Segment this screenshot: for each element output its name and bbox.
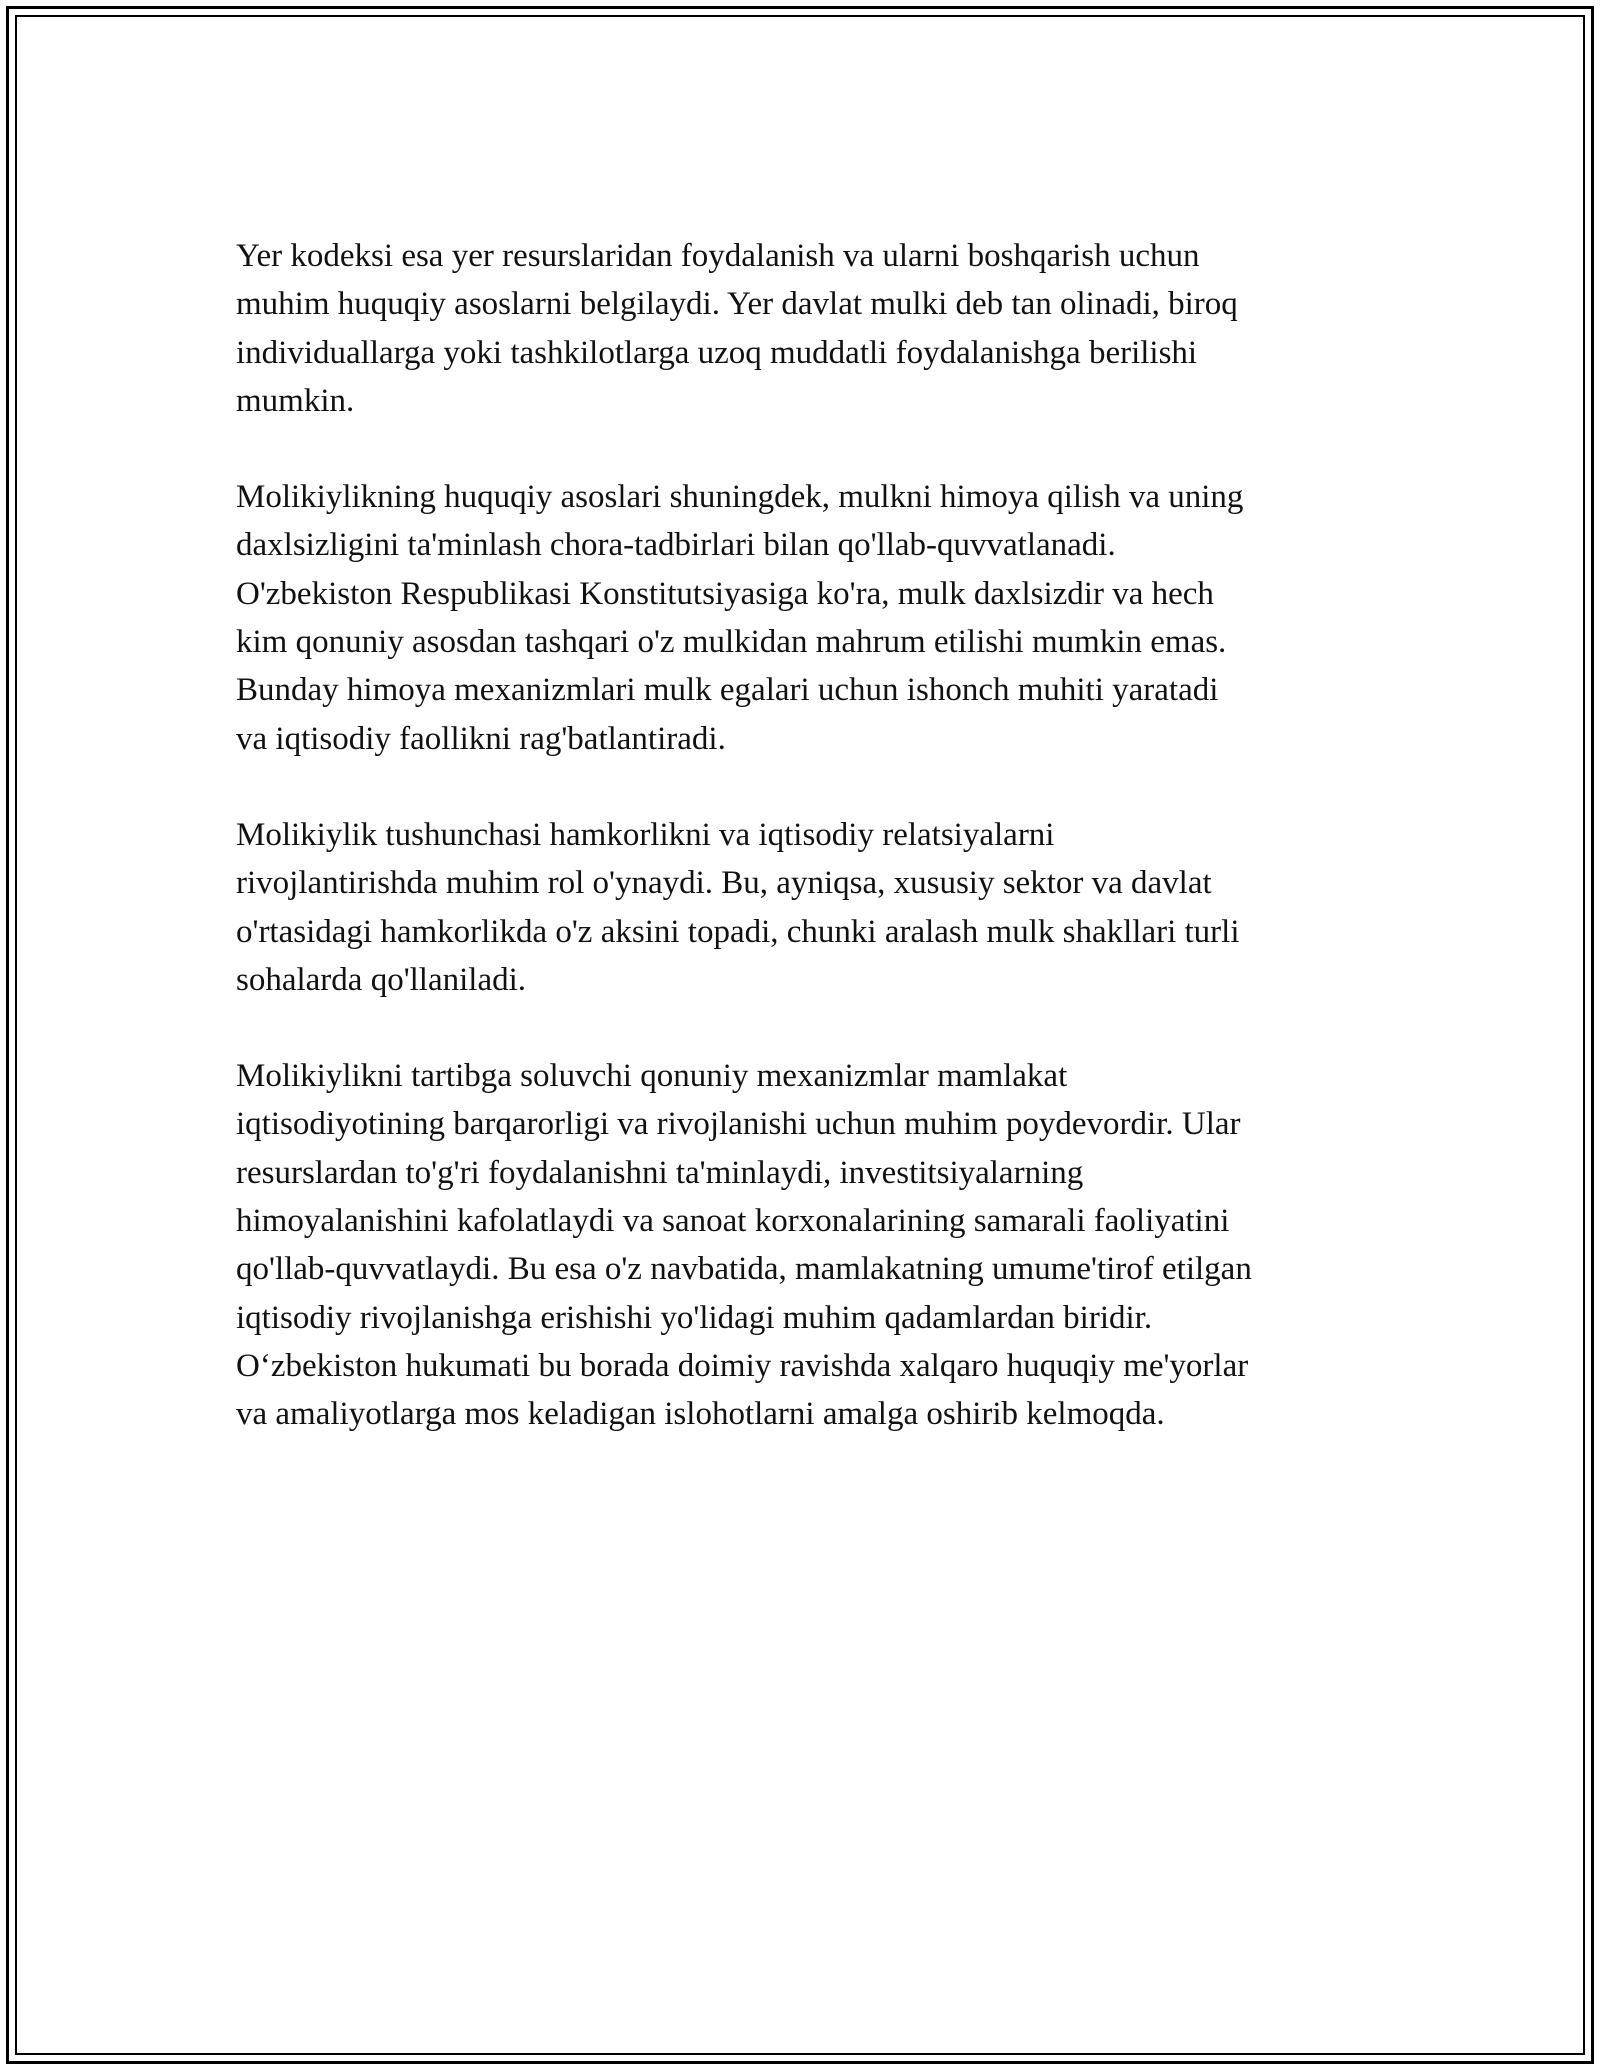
- text-line: himoyalanishini kafolatlaydi va sanoat korxonalarining samarali faoliyatini: [236, 1203, 1230, 1240]
- paragraph-3: [236, 811, 1376, 1004]
- text-line: qo'llab-quvvatlaydi. Bu esa o'z navbatida, mamlakatning umume'tirof etilgan: [236, 1251, 1252, 1288]
- text-line: Molikiylikni tartibga soluvchi qonuniy mexanizmlar mamlakat: [236, 1058, 1068, 1095]
- paragraph-2: [236, 473, 1376, 763]
- text-line: rivojlantirishda muhim rol o'ynaydi. Bu, ayniqsa, xususiy sektor va davlat: [236, 865, 1212, 902]
- text-line: iqtisodiy rivojlanishga erishishi yo'lidagi muhim qadamlardan biridir.: [236, 1299, 1153, 1336]
- text-line: kim qonuniy asosdan tashqari o'z mulkidan mahrum etilishi mumkin emas.: [236, 624, 1227, 661]
- text-line: individuallarga yoki tashkilotlarga uzoq muddatli foydalanishga berilishi: [236, 334, 1198, 371]
- text-line: O‘zbekiston hukumati bu borada doimiy ravishda xalqaro huquqiy me'yorlar: [236, 1347, 1249, 1384]
- paragraph-1: [236, 232, 1376, 425]
- text-line: va amaliyotlarga mos keladigan islohotlarni amalga oshirib kelmoqda.: [236, 1396, 1165, 1433]
- text-line: Molikiylik tushunchasi hamkorlikni va iqtisodiy relatsiyalarni: [236, 816, 1055, 853]
- text-line: O'zbekiston Respublikasi Konstitutsiyasiga ko'ra, mulk daxlsizdir va hech: [236, 575, 1214, 612]
- document-body: [236, 232, 1376, 1487]
- text-line: Bunday himoya mexanizmlari mulk egalari uchun ishonch muhiti yaratadi: [236, 672, 1219, 709]
- text-line: iqtisodiyotining barqarorligi va rivojlanishi uchun muhim poydevordir. Ular: [236, 1106, 1241, 1143]
- paragraph-4: [236, 1052, 1376, 1438]
- text-line: muhim huquqiy asoslarni belgilaydi. Yer davlat mulki deb tan olinadi, biroq: [236, 286, 1238, 323]
- text-line: resurslardan to'g'ri foydalanishni ta'minlaydi, investitsiyalarning: [236, 1154, 1084, 1191]
- text-line: sohalarda qo'llaniladi.: [236, 961, 527, 998]
- text-line: Yer kodeksi esa yer resurslaridan foydalanish va ularni boshqarish uchun: [236, 238, 1200, 274]
- text-line: va iqtisodiy faollikni rag'batlantiradi.: [236, 720, 726, 757]
- text-line: o'rtasidagi hamkorlikda o'z aksini topadi, chunki aralash mulk shakllari turli: [236, 913, 1240, 950]
- text-line: Molikiylikning huquqiy asoslari shuningdek, mulkni himoya qilish va uning: [236, 479, 1244, 516]
- text-line: daxlsizligini ta'minlash chora-tadbirlari bilan qo'llab-quvvatlanadi.: [236, 527, 1116, 564]
- text-line: mumkin.: [236, 382, 355, 419]
